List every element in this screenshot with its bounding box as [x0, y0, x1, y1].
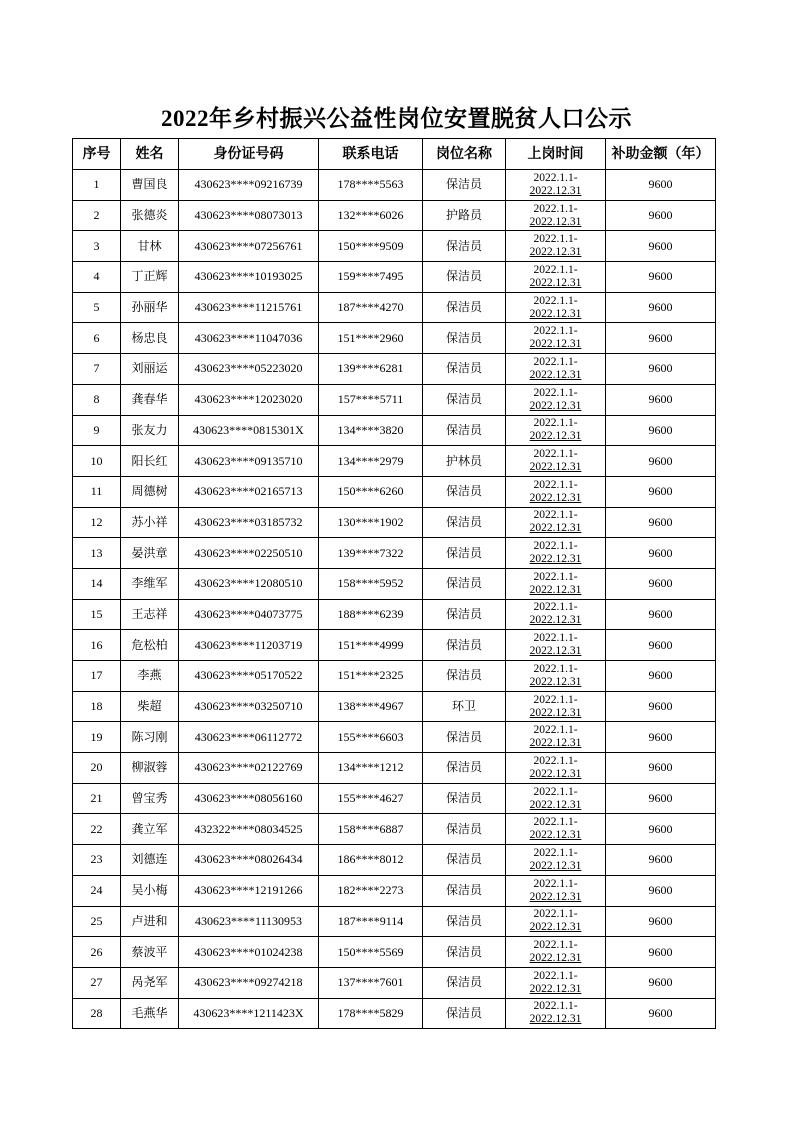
cell-id-number: 430623****11047036 — [179, 323, 319, 354]
cell-post: 保洁员 — [423, 722, 506, 753]
cell-phone: 137****7601 — [319, 967, 423, 998]
cell-period — [506, 170, 606, 201]
cell-phone: 151****4999 — [319, 630, 423, 661]
cell-period — [506, 292, 606, 323]
cell-period — [506, 967, 606, 998]
cell-amount: 9600 — [606, 231, 716, 262]
cell-no: 20 — [73, 753, 121, 784]
cell-amount: 9600 — [606, 384, 716, 415]
period-end: 2022.12.31 — [529, 553, 582, 566]
cell-period — [506, 538, 606, 569]
header-post: 岗位名称 — [423, 139, 506, 170]
period-end: 2022.12.31 — [529, 399, 582, 412]
cell-post: 保洁员 — [423, 875, 506, 906]
cell-no: 21 — [73, 783, 121, 814]
period-start: 2022.1.1- — [533, 202, 578, 215]
period-start: 2022.1.1- — [533, 785, 578, 798]
cell-post: 护林员 — [423, 446, 506, 477]
period-start: 2022.1.1- — [533, 816, 578, 829]
cell-no: 7 — [73, 354, 121, 385]
period-start: 2022.1.1- — [533, 570, 578, 583]
period-end: 2022.12.31 — [529, 675, 582, 688]
cell-period — [506, 446, 606, 477]
cell-id-number: 430623****12023020 — [179, 384, 319, 415]
cell-name: 晏洪章 — [121, 538, 179, 569]
cell-id-number: 430623****08026434 — [179, 845, 319, 876]
cell-phone: 155****4627 — [319, 783, 423, 814]
cell-amount: 9600 — [606, 967, 716, 998]
cell-amount: 9600 — [606, 661, 716, 692]
cell-post: 保洁员 — [423, 845, 506, 876]
cell-no: 18 — [73, 691, 121, 722]
cell-period — [506, 262, 606, 293]
cell-id-number: 430623****0815301X — [179, 415, 319, 446]
cell-name: 李燕 — [121, 661, 179, 692]
cell-period — [506, 845, 606, 876]
table-row — [73, 661, 716, 692]
period-end: 2022.12.31 — [529, 215, 582, 228]
cell-id-number: 432322****08034525 — [179, 814, 319, 845]
period-end: 2022.12.31 — [529, 461, 582, 474]
cell-phone: 134****3820 — [319, 415, 423, 446]
period-start: 2022.1.1- — [533, 693, 578, 706]
table-row — [73, 630, 716, 661]
cell-name: 陈习刚 — [121, 722, 179, 753]
cell-no: 12 — [73, 507, 121, 538]
cell-id-number: 430623****01024238 — [179, 937, 319, 968]
header-amount: 补助金额（年） — [606, 139, 716, 170]
cell-name: 张德炎 — [121, 200, 179, 231]
period-end: 2022.12.31 — [529, 798, 582, 811]
table-row — [73, 568, 716, 599]
cell-name: 龚春华 — [121, 384, 179, 415]
cell-name: 龚立军 — [121, 814, 179, 845]
cell-amount: 9600 — [606, 599, 716, 630]
cell-name: 阳长红 — [121, 446, 179, 477]
cell-no: 8 — [73, 384, 121, 415]
cell-period — [506, 722, 606, 753]
cell-phone: 151****2960 — [319, 323, 423, 354]
cell-post: 保洁员 — [423, 783, 506, 814]
period-start: 2022.1.1- — [533, 662, 578, 675]
period-end: 2022.12.31 — [529, 982, 582, 995]
cell-no: 9 — [73, 415, 121, 446]
cell-post: 保洁员 — [423, 630, 506, 661]
cell-phone: 132****6026 — [319, 200, 423, 231]
cell-post: 保洁员 — [423, 599, 506, 630]
cell-no: 17 — [73, 661, 121, 692]
cell-amount: 9600 — [606, 200, 716, 231]
cell-no: 28 — [73, 998, 121, 1029]
cell-id-number: 430623****09216739 — [179, 170, 319, 201]
cell-amount: 9600 — [606, 446, 716, 477]
cell-phone: 188****6239 — [319, 599, 423, 630]
table-row — [73, 967, 716, 998]
period-start: 2022.1.1- — [533, 724, 578, 737]
cell-period — [506, 354, 606, 385]
cell-name: 蔡波平 — [121, 937, 179, 968]
cell-period — [506, 906, 606, 937]
cell-period — [506, 753, 606, 784]
period-start: 2022.1.1- — [533, 325, 578, 338]
cell-period — [506, 814, 606, 845]
table-row — [73, 200, 716, 231]
cell-no: 24 — [73, 875, 121, 906]
cell-id-number: 430623****03250710 — [179, 691, 319, 722]
cell-period — [506, 476, 606, 507]
header-phone: 联系电话 — [319, 139, 423, 170]
header-id: 身份证号码 — [179, 139, 319, 170]
cell-name: 呙尧军 — [121, 967, 179, 998]
cell-post: 护路员 — [423, 200, 506, 231]
cell-name: 毛燕华 — [121, 998, 179, 1029]
table-row — [73, 691, 716, 722]
cell-post: 保洁员 — [423, 476, 506, 507]
cell-phone: 155****6603 — [319, 722, 423, 753]
cell-no: 11 — [73, 476, 121, 507]
period-start: 2022.1.1- — [533, 263, 578, 276]
cell-period — [506, 231, 606, 262]
cell-period — [506, 200, 606, 231]
table-row — [73, 262, 716, 293]
cell-phone: 150****6260 — [319, 476, 423, 507]
period-start: 2022.1.1- — [533, 171, 578, 184]
table-row — [73, 845, 716, 876]
period-end: 2022.12.31 — [529, 706, 582, 719]
cell-name: 刘德连 — [121, 845, 179, 876]
cell-post: 保洁员 — [423, 661, 506, 692]
cell-period — [506, 507, 606, 538]
table-row — [73, 415, 716, 446]
period-start: 2022.1.1- — [533, 1000, 578, 1013]
cell-name: 李维军 — [121, 568, 179, 599]
period-end: 2022.12.31 — [529, 921, 582, 934]
cell-name: 孙丽华 — [121, 292, 179, 323]
cell-phone: 138****4967 — [319, 691, 423, 722]
cell-no: 3 — [73, 231, 121, 262]
period-start: 2022.1.1- — [533, 846, 578, 859]
cell-id-number: 430623****09274218 — [179, 967, 319, 998]
cell-name: 吴小梅 — [121, 875, 179, 906]
cell-id-number: 430623****08056160 — [179, 783, 319, 814]
cell-name: 刘丽运 — [121, 354, 179, 385]
cell-post: 保洁员 — [423, 568, 506, 599]
cell-id-number: 430623****12191266 — [179, 875, 319, 906]
cell-amount: 9600 — [606, 845, 716, 876]
cell-name: 危松柏 — [121, 630, 179, 661]
cell-id-number: 430623****04073775 — [179, 599, 319, 630]
header-no: 序号 — [73, 139, 121, 170]
cell-id-number: 430623****12080510 — [179, 568, 319, 599]
cell-period — [506, 875, 606, 906]
cell-amount: 9600 — [606, 323, 716, 354]
cell-phone: 178****5563 — [319, 170, 423, 201]
table-row — [73, 446, 716, 477]
cell-id-number: 430623****02250510 — [179, 538, 319, 569]
cell-period — [506, 661, 606, 692]
cell-no: 23 — [73, 845, 121, 876]
cell-id-number: 430623****03185732 — [179, 507, 319, 538]
period-start: 2022.1.1- — [533, 632, 578, 645]
cell-phone: 158****5952 — [319, 568, 423, 599]
cell-amount: 9600 — [606, 354, 716, 385]
cell-phone: 186****8012 — [319, 845, 423, 876]
header-name: 姓名 — [121, 139, 179, 170]
cell-name: 苏小祥 — [121, 507, 179, 538]
cell-phone: 139****7322 — [319, 538, 423, 569]
table-row — [73, 292, 716, 323]
cell-no: 25 — [73, 906, 121, 937]
cell-phone: 134****1212 — [319, 753, 423, 784]
cell-amount: 9600 — [606, 875, 716, 906]
cell-amount: 9600 — [606, 814, 716, 845]
cell-id-number: 430623****11130953 — [179, 906, 319, 937]
cell-post: 保洁员 — [423, 384, 506, 415]
period-start: 2022.1.1- — [533, 417, 578, 430]
period-end: 2022.12.31 — [529, 890, 582, 903]
cell-name: 曾宝秀 — [121, 783, 179, 814]
cell-name: 曹国良 — [121, 170, 179, 201]
cell-no: 13 — [73, 538, 121, 569]
period-start: 2022.1.1- — [533, 939, 578, 952]
cell-name: 张友力 — [121, 415, 179, 446]
cell-phone: 139****6281 — [319, 354, 423, 385]
cell-post: 保洁员 — [423, 538, 506, 569]
cell-no: 5 — [73, 292, 121, 323]
cell-id-number: 430623****09135710 — [179, 446, 319, 477]
cell-post: 保洁员 — [423, 906, 506, 937]
period-end: 2022.12.31 — [529, 246, 582, 259]
cell-phone: 157****5711 — [319, 384, 423, 415]
cell-no: 1 — [73, 170, 121, 201]
cell-amount: 9600 — [606, 753, 716, 784]
period-end: 2022.12.31 — [529, 767, 582, 780]
period-end: 2022.12.31 — [529, 184, 582, 197]
cell-phone: 150****9509 — [319, 231, 423, 262]
cell-post: 保洁员 — [423, 814, 506, 845]
table-row — [73, 384, 716, 415]
cell-amount: 9600 — [606, 476, 716, 507]
cell-id-number: 430623****05170522 — [179, 661, 319, 692]
cell-id-number: 430623****06112772 — [179, 722, 319, 753]
period-start: 2022.1.1- — [533, 294, 578, 307]
cell-phone: 187****9114 — [319, 906, 423, 937]
cell-period — [506, 783, 606, 814]
period-start: 2022.1.1- — [533, 877, 578, 890]
cell-amount: 9600 — [606, 507, 716, 538]
cell-post: 保洁员 — [423, 507, 506, 538]
cell-amount: 9600 — [606, 691, 716, 722]
cell-id-number: 430623****05223020 — [179, 354, 319, 385]
period-end: 2022.12.31 — [529, 491, 582, 504]
table-row — [73, 538, 716, 569]
table-row — [73, 507, 716, 538]
cell-period — [506, 415, 606, 446]
period-end: 2022.12.31 — [529, 583, 582, 596]
cell-period — [506, 937, 606, 968]
period-start: 2022.1.1- — [533, 601, 578, 614]
cell-no: 4 — [73, 262, 121, 293]
cell-id-number: 430623****02165713 — [179, 476, 319, 507]
cell-amount: 9600 — [606, 630, 716, 661]
cell-post: 保洁员 — [423, 323, 506, 354]
period-end: 2022.12.31 — [529, 522, 582, 535]
cell-phone: 178****5829 — [319, 998, 423, 1029]
cell-id-number: 430623****11215761 — [179, 292, 319, 323]
period-start: 2022.1.1- — [533, 478, 578, 491]
period-end: 2022.12.31 — [529, 430, 582, 443]
table-row — [73, 323, 716, 354]
period-start: 2022.1.1- — [533, 355, 578, 368]
table-row — [73, 170, 716, 201]
cell-post: 保洁员 — [423, 998, 506, 1029]
table-row — [73, 783, 716, 814]
cell-name: 丁正辉 — [121, 262, 179, 293]
cell-post: 保洁员 — [423, 354, 506, 385]
table-row — [73, 599, 716, 630]
cell-amount: 9600 — [606, 415, 716, 446]
cell-no: 27 — [73, 967, 121, 998]
cell-name: 卢进和 — [121, 906, 179, 937]
table-row — [73, 354, 716, 385]
period-start: 2022.1.1- — [533, 908, 578, 921]
cell-phone: 150****5569 — [319, 937, 423, 968]
cell-no: 16 — [73, 630, 121, 661]
cell-post: 保洁员 — [423, 967, 506, 998]
table-header-row — [73, 139, 716, 170]
cell-name: 柳淑蓉 — [121, 753, 179, 784]
cell-amount: 9600 — [606, 568, 716, 599]
cell-id-number: 430623****11203719 — [179, 630, 319, 661]
cell-period — [506, 630, 606, 661]
cell-id-number: 430623****07256761 — [179, 231, 319, 262]
period-end: 2022.12.31 — [529, 307, 582, 320]
cell-amount: 9600 — [606, 998, 716, 1029]
cell-period — [506, 599, 606, 630]
publicity-table — [72, 138, 716, 1029]
cell-period — [506, 568, 606, 599]
cell-name: 王志祥 — [121, 599, 179, 630]
cell-id-number: 430623****02122769 — [179, 753, 319, 784]
period-end: 2022.12.31 — [529, 952, 582, 965]
header-period: 上岗时间 — [506, 139, 606, 170]
cell-post: 保洁员 — [423, 292, 506, 323]
cell-id-number: 430623****10193025 — [179, 262, 319, 293]
period-start: 2022.1.1- — [533, 386, 578, 399]
cell-post: 保洁员 — [423, 170, 506, 201]
period-start: 2022.1.1- — [533, 233, 578, 246]
period-end: 2022.12.31 — [529, 829, 582, 842]
cell-phone: 159****7495 — [319, 262, 423, 293]
period-start: 2022.1.1- — [533, 509, 578, 522]
cell-post: 保洁员 — [423, 415, 506, 446]
table-row — [73, 814, 716, 845]
period-end: 2022.12.31 — [529, 645, 582, 658]
period-end: 2022.12.31 — [529, 614, 582, 627]
cell-amount: 9600 — [606, 538, 716, 569]
cell-period — [506, 691, 606, 722]
cell-no: 6 — [73, 323, 121, 354]
document-title: 2022年乡村振兴公益性岗位安置脱贫人口公示 — [161, 106, 632, 131]
period-end: 2022.12.31 — [529, 276, 582, 289]
cell-amount: 9600 — [606, 906, 716, 937]
cell-phone: 182****2273 — [319, 875, 423, 906]
cell-no: 14 — [73, 568, 121, 599]
cell-amount: 9600 — [606, 937, 716, 968]
cell-name: 杨忠良 — [121, 323, 179, 354]
period-start: 2022.1.1- — [533, 448, 578, 461]
table-row — [73, 476, 716, 507]
cell-amount: 9600 — [606, 170, 716, 201]
cell-no: 19 — [73, 722, 121, 753]
cell-amount: 9600 — [606, 262, 716, 293]
cell-no: 26 — [73, 937, 121, 968]
cell-phone: 151****2325 — [319, 661, 423, 692]
cell-post: 环卫 — [423, 691, 506, 722]
period-end: 2022.12.31 — [529, 859, 582, 872]
cell-amount: 9600 — [606, 783, 716, 814]
period-end: 2022.12.31 — [529, 1013, 582, 1026]
cell-phone: 187****4270 — [319, 292, 423, 323]
cell-period — [506, 384, 606, 415]
table-row — [73, 937, 716, 968]
period-start: 2022.1.1- — [533, 969, 578, 982]
cell-no: 10 — [73, 446, 121, 477]
cell-name: 周德树 — [121, 476, 179, 507]
cell-post: 保洁员 — [423, 231, 506, 262]
cell-name: 柴超 — [121, 691, 179, 722]
cell-phone: 134****2979 — [319, 446, 423, 477]
cell-post: 保洁员 — [423, 937, 506, 968]
cell-period — [506, 323, 606, 354]
cell-name: 甘林 — [121, 231, 179, 262]
table-row — [73, 753, 716, 784]
table-row — [73, 722, 716, 753]
table-row — [73, 875, 716, 906]
period-start: 2022.1.1- — [533, 540, 578, 553]
cell-phone: 158****6887 — [319, 814, 423, 845]
period-end: 2022.12.31 — [529, 737, 582, 750]
period-end: 2022.12.31 — [529, 338, 582, 351]
cell-id-number: 430623****1211423X — [179, 998, 319, 1029]
cell-period — [506, 998, 606, 1029]
table-row — [73, 231, 716, 262]
table-row — [73, 998, 716, 1029]
period-end: 2022.12.31 — [529, 368, 582, 381]
cell-post: 保洁员 — [423, 262, 506, 293]
cell-post: 保洁员 — [423, 753, 506, 784]
period-start: 2022.1.1- — [533, 754, 578, 767]
cell-no: 2 — [73, 200, 121, 231]
table-row — [73, 906, 716, 937]
cell-id-number: 430623****08073013 — [179, 200, 319, 231]
cell-no: 15 — [73, 599, 121, 630]
cell-no: 22 — [73, 814, 121, 845]
cell-amount: 9600 — [606, 292, 716, 323]
cell-phone: 130****1902 — [319, 507, 423, 538]
cell-amount: 9600 — [606, 722, 716, 753]
